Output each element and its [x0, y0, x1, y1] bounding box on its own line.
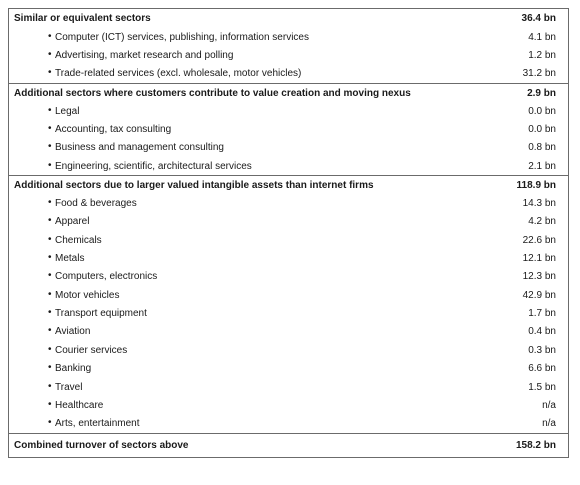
- list-item: [9, 213, 568, 231]
- item-value: 22.6 bn: [522, 234, 556, 246]
- item-value: 2.1 bn: [528, 160, 556, 172]
- item-value: n/a: [542, 399, 556, 411]
- item-label: • Food & beverages: [14, 198, 137, 209]
- item-label: • Trade-related services (excl. wholesale, motor vehicles): [14, 68, 301, 79]
- item-value: 31.2 bn: [522, 68, 556, 80]
- item-label: • Travel: [14, 382, 82, 393]
- item-value: 0.8 bn: [528, 142, 556, 154]
- item-value: 4.2 bn: [528, 216, 556, 228]
- group-customer-value-sectors: [9, 83, 568, 175]
- list-item: [9, 194, 568, 212]
- list-item: [9, 249, 568, 267]
- item-value: 0.0 bn: [528, 124, 556, 136]
- item-value: 1.2 bn: [528, 50, 556, 62]
- group-header-label: Additional sectors due to larger valued intangible assets than internet firms: [14, 179, 374, 191]
- list-item: [9, 323, 568, 341]
- group-intangible-assets-sectors: [9, 175, 568, 432]
- item-value: 6.6 bn: [528, 363, 556, 375]
- item-label: • Accounting, tax consulting: [14, 124, 171, 135]
- group-header-label: Additional sectors where customers contribute to value creation and moving nexus: [14, 87, 411, 99]
- item-value: 4.1 bn: [528, 31, 556, 43]
- item-label: • Computers, electronics: [14, 271, 157, 282]
- item-value: 0.0 bn: [528, 105, 556, 117]
- item-value: n/a: [542, 418, 556, 430]
- item-value: 1.7 bn: [528, 308, 556, 320]
- group-header: [9, 175, 568, 194]
- item-value: 0.4 bn: [528, 326, 556, 338]
- list-item: [9, 360, 568, 378]
- list-item: [9, 28, 568, 46]
- list-item: [9, 304, 568, 322]
- group-header-value: 2.9 bn: [527, 87, 556, 99]
- item-label: • Courier services: [14, 345, 127, 356]
- item-label: • Transport equipment: [14, 308, 147, 319]
- list-item: [9, 65, 568, 83]
- item-value: 42.9 bn: [522, 289, 556, 301]
- group-header: [9, 9, 568, 28]
- item-value: 0.3 bn: [528, 344, 556, 356]
- item-label: • Computer (ICT) services, publishing, information services: [14, 32, 309, 43]
- list-item: [9, 102, 568, 120]
- item-value: 12.3 bn: [522, 271, 556, 283]
- total-row: [9, 433, 568, 457]
- list-item: [9, 415, 568, 433]
- item-label: • Engineering, scientific, architectural services: [14, 161, 252, 172]
- item-value: 14.3 bn: [522, 198, 556, 210]
- group-header: [9, 83, 568, 102]
- list-item: [9, 268, 568, 286]
- group-header-label: Similar or equivalent sectors: [14, 13, 151, 24]
- total-value: 158.2 bn: [515, 439, 556, 451]
- list-item: [9, 378, 568, 396]
- item-label: • Apparel: [14, 216, 89, 227]
- list-item: [9, 231, 568, 249]
- item-label: • Aviation: [14, 326, 90, 337]
- item-label: • Chemicals: [14, 235, 102, 246]
- item-value: 1.5 bn: [528, 381, 556, 393]
- item-label: • Motor vehicles: [14, 290, 119, 301]
- list-item: [9, 139, 568, 157]
- list-item: [9, 46, 568, 64]
- list-item: [9, 120, 568, 138]
- item-label: • Business and management consulting: [14, 142, 224, 153]
- list-item: [9, 286, 568, 304]
- group-header-value: 36.4 bn: [521, 13, 556, 24]
- group-header-value: 118.9 bn: [516, 179, 556, 191]
- item-label: • Advertising, market research and polling: [14, 50, 233, 61]
- total-label: Combined turnover of sectors above: [14, 439, 189, 451]
- item-label: • Legal: [14, 106, 79, 117]
- group-similar-sectors: [9, 9, 568, 83]
- item-label: • Banking: [14, 363, 91, 374]
- item-label: • Healthcare: [14, 400, 103, 411]
- item-label: • Metals: [14, 253, 84, 264]
- item-label: • Arts, entertainment: [14, 418, 139, 429]
- list-item: [9, 341, 568, 359]
- sector-turnover-table: [8, 8, 569, 458]
- list-item: [9, 157, 568, 175]
- list-item: [9, 396, 568, 414]
- item-value: 12.1 bn: [522, 253, 556, 265]
